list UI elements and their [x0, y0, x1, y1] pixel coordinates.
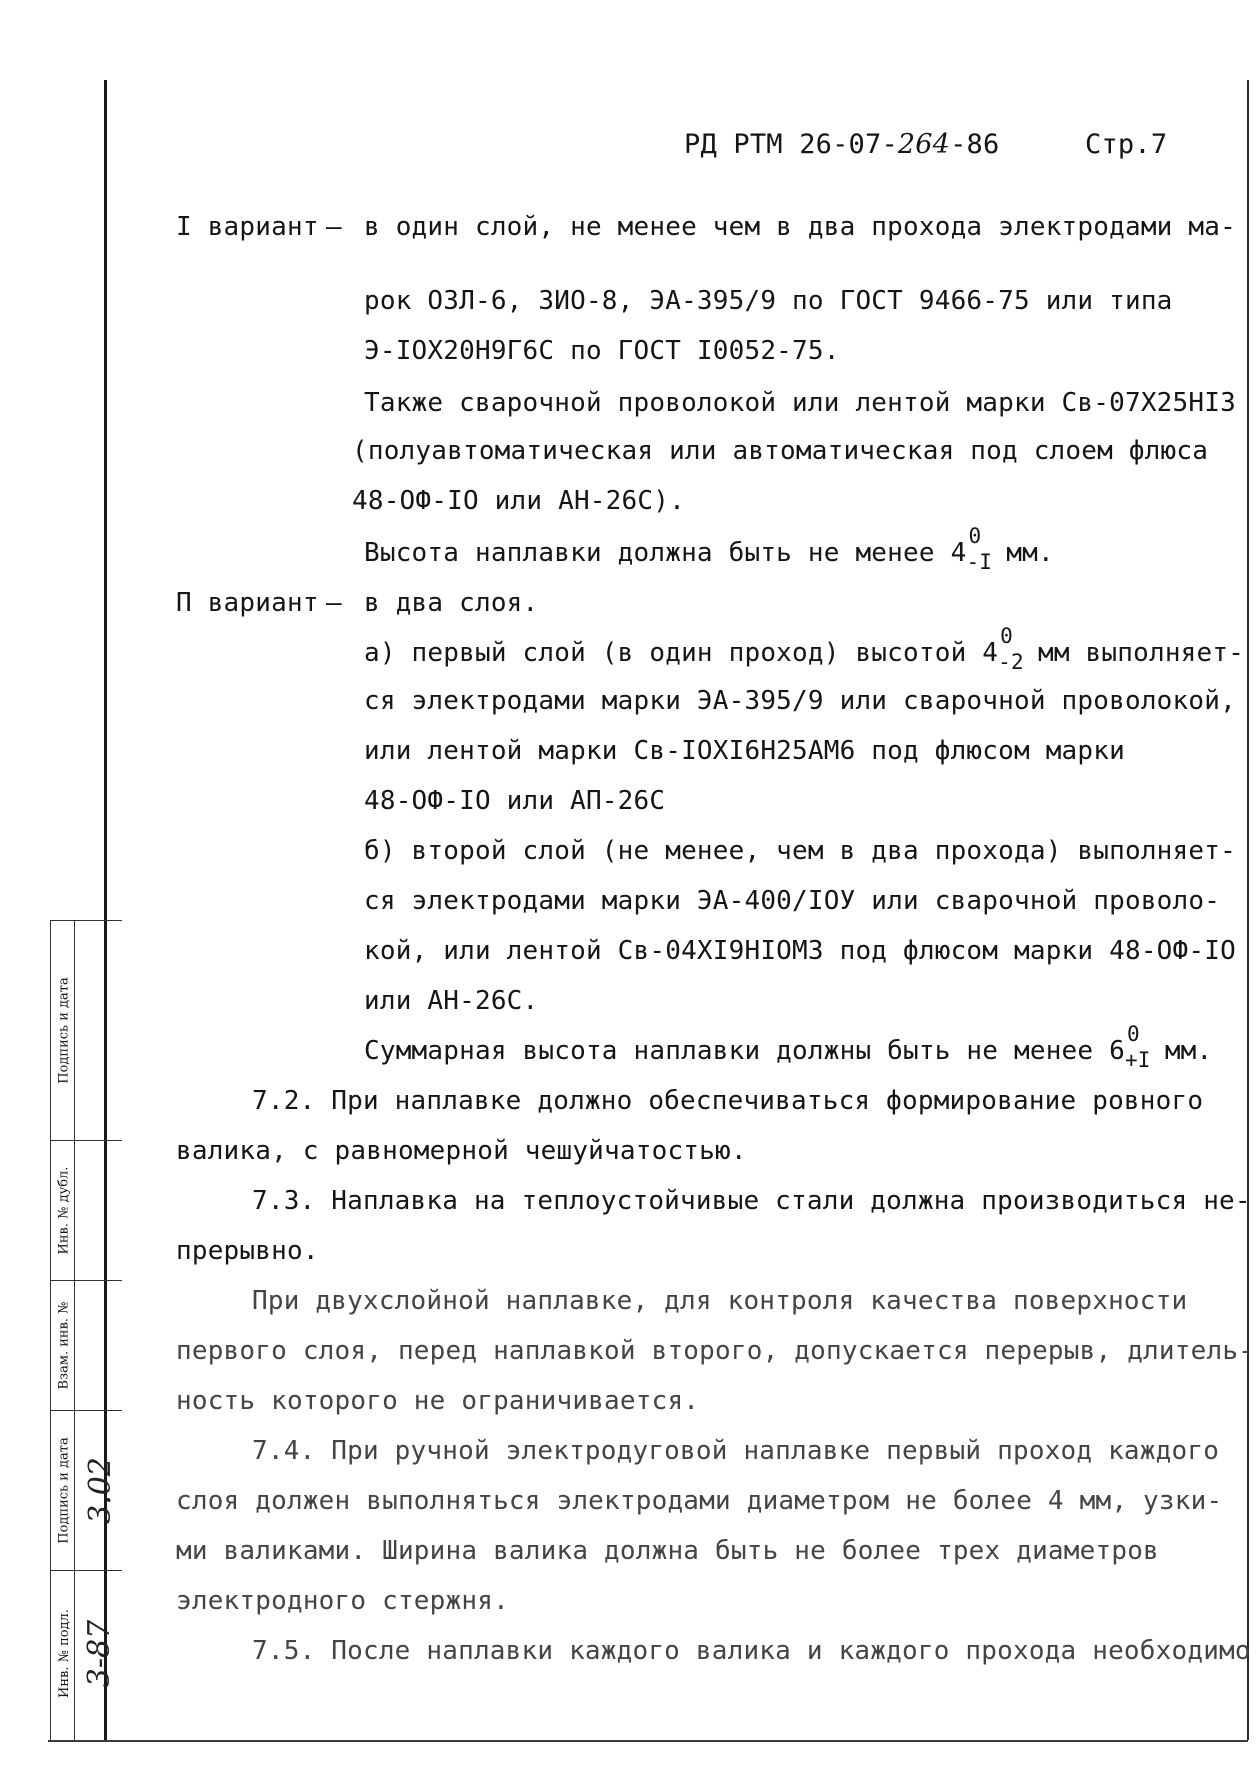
para-7-3b-line-1: При двухслойной наплавке, для контроля качества поверхности [252, 1286, 1188, 1316]
handwritten-inventory-number: 3-87 [82, 1619, 118, 1687]
variant-1-tolerance [966, 523, 993, 574]
item-b-line-2: ся электродами марки ЭА-400/IOУ или сварочной проволо- [364, 886, 1221, 916]
stamp-label-dup-inventory: Инв. № дубл. [56, 1166, 72, 1254]
para-7-4-line-4: электродного стержня. [176, 1586, 509, 1616]
total-height-tolerance-lower: +I [1124, 1047, 1151, 1072]
stamp-divider-1 [50, 1140, 122, 1141]
stamp-label-replacement-inventory: Взам. инв. № [56, 1301, 72, 1389]
total-height-tolerance [1124, 1021, 1151, 1072]
page-frame-bottom [48, 1740, 1248, 1742]
item-a-line-1 [364, 623, 1245, 674]
stamp-border-top [50, 920, 122, 921]
variant-1-tolerance-upper: 0 [968, 523, 982, 548]
item-b-line-3: кой, или лентой Св-04XI9HIOM3 под флюсом марки 48-ОФ-IO [364, 936, 1236, 966]
item-a-tolerance [998, 623, 1024, 674]
page-frame-right [1247, 80, 1249, 1740]
variant-1-height-unit: мм. [1006, 538, 1054, 568]
stamp-column-divider [74, 920, 75, 1740]
stamp-divider-2 [50, 1280, 122, 1281]
item-a-tolerance-lower: -2 [998, 649, 1024, 674]
item-a-text: а) первый слой (в один проход) высотой 4 [364, 638, 999, 668]
variant-1-dash: – [326, 212, 342, 242]
stamp-label-signature-date-top: Подпись и дата [56, 976, 72, 1084]
variant-1-line-4: Также сварочной проволокой или лентой марки Св-07Х25НI3 [364, 388, 1236, 418]
para-7-2-line-2: валика, с равномерной чешуйчатостью. [176, 1136, 747, 1166]
item-a-line-3: или лентой марки Св-IOXI6H25AM6 под флюсом марки [364, 736, 1125, 766]
margin-stamp-block [50, 920, 120, 1740]
para-7-4-line-1: 7.4. При ручной электродуговой наплавке первый проход каждого [252, 1436, 1220, 1466]
para-7-4-line-3: ми валиками. Ширина валика должна быть не более трех диаметров [176, 1536, 1159, 1566]
item-a-line-4: 48-ОФ-IO или АП-26С [364, 786, 666, 816]
variant-1-tolerance-lower: -I [966, 549, 993, 574]
item-a-tolerance-upper: 0 [1000, 623, 1013, 648]
page-number: Стр.7 [1085, 129, 1168, 160]
document-code [684, 128, 999, 162]
item-b-line-4: или АН-26С. [364, 986, 539, 1016]
para-7-3-line-2: прерывно. [176, 1236, 319, 1266]
stamp-label-signature-date-bottom: Подпись и дата [56, 1436, 72, 1544]
document-code-suffix: -86 [950, 129, 1000, 160]
para-7-3b-line-2: первого слоя, перед наплавкой второго, допускается перерыв, длитель- [176, 1336, 1255, 1366]
variant-1-label: I вариант [176, 212, 319, 242]
total-height [364, 1021, 1213, 1072]
total-height-tolerance-upper: 0 [1126, 1021, 1140, 1046]
item-b-line-1: б) второй слой (не менее, чем в два прохода) выполняет- [364, 836, 1236, 866]
item-a-line-2: ся электродами марки ЭА-395/9 или сварочной проволокой, [364, 686, 1236, 716]
variant-2-label: П вариант [176, 588, 319, 618]
document-code-prefix: РД РТМ 26-07- [684, 129, 898, 160]
variant-1-line-5: (полуавтоматическая или автоматическая под слоем флюса [352, 436, 1209, 466]
para-7-5-line-1: 7.5. После наплавки каждого валика и каждого прохода необходимо [252, 1636, 1251, 1666]
variant-1-line-1: в один слой, не менее чем в два прохода электродами ма- [364, 212, 1236, 242]
variant-1-height-text: Высота наплавки должна быть не менее 4 [364, 538, 967, 568]
para-7-3b-line-3: ность которого не ограничивается. [176, 1386, 700, 1416]
variant-1-line-6: 48-ОФ-IO или АН-26С). [352, 486, 685, 516]
document-code-number: 264 [897, 129, 951, 160]
stamp-divider-3 [50, 1410, 122, 1411]
para-7-2-line-1: 7.2. При наплавке должно обеспечиваться формирование ровного [252, 1086, 1204, 1116]
stamp-label-original-inventory: Инв. № подл. [56, 1608, 72, 1698]
total-height-text: Суммарная высота наплавки должны быть не менее 6 [364, 1036, 1125, 1066]
stamp-border-left [50, 920, 51, 1740]
stamp-divider-4 [50, 1570, 122, 1571]
variant-2-dash: – [326, 588, 342, 618]
handwritten-date: 3.02 [82, 1456, 118, 1524]
variant-1-line-3: Э-IOX20H9Г6С по ГОСТ I0052-75. [364, 336, 840, 366]
para-7-3-line-1: 7.3. Наплавка на теплоустойчивые стали должна производиться не- [252, 1186, 1251, 1216]
item-a-unit: мм выполняет- [1038, 638, 1245, 668]
variant-1-line-2: рок ОЗЛ-6, ЗИО-8, ЭА-395/9 по ГОСТ 9466-75 или типа [364, 286, 1173, 316]
variant-1-height [364, 523, 1054, 574]
total-height-unit: мм. [1164, 1036, 1213, 1066]
para-7-4-line-2: слоя должен выполняться электродами диаметром не более 4 мм, узки- [176, 1486, 1223, 1516]
variant-2-line-1: в два слоя. [364, 588, 539, 618]
